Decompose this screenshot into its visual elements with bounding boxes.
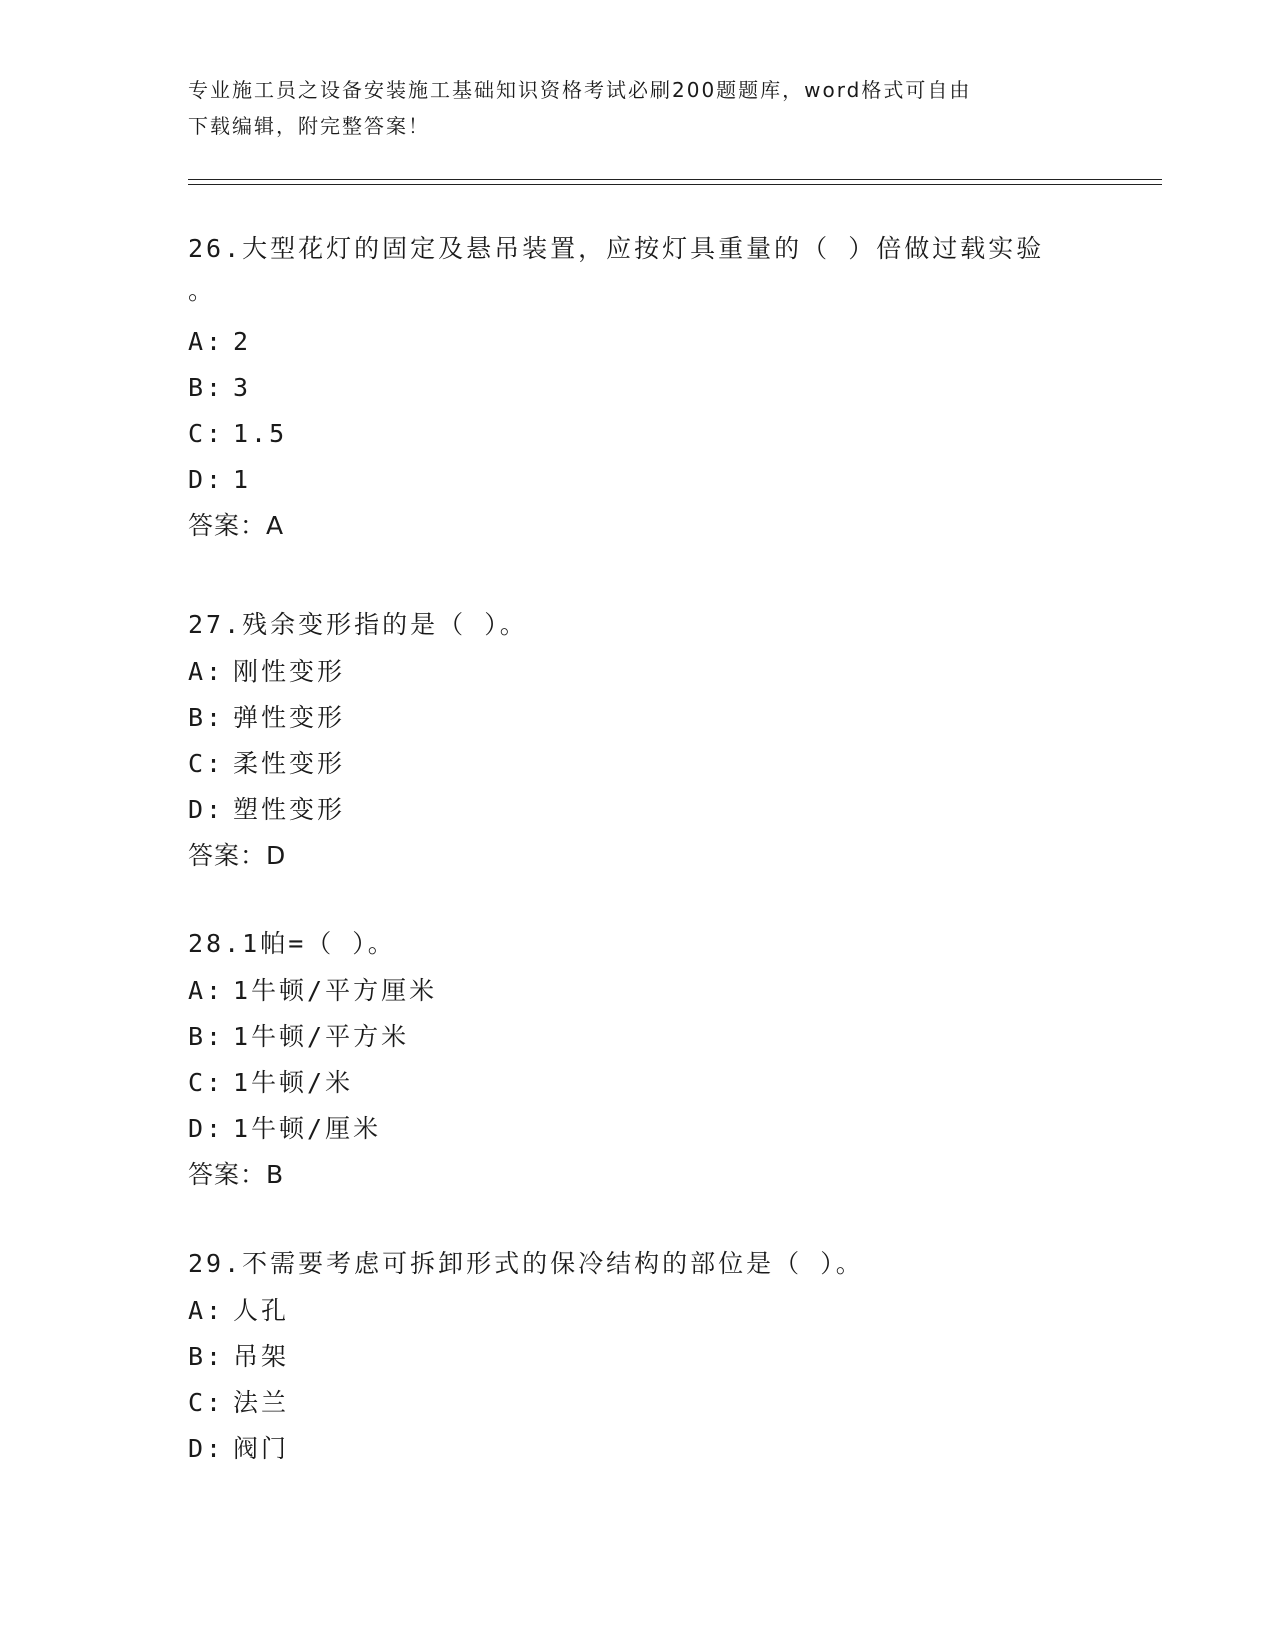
answer-value: B <box>266 1160 285 1189</box>
question-stem <box>188 920 1088 968</box>
option-key: B: <box>188 1022 225 1051</box>
option-d <box>188 787 1088 833</box>
option-a <box>188 1288 1088 1334</box>
option-text: 1牛顿/平方米 <box>233 1022 410 1051</box>
option-key: B: <box>188 373 225 402</box>
answer-label: 答案： <box>188 841 267 870</box>
option-a <box>188 968 1088 1014</box>
option-text: 1牛顿/平方厘米 <box>233 976 438 1005</box>
option-text: 2 <box>233 327 252 356</box>
answer-line <box>188 833 1088 879</box>
option-key: A: <box>188 1296 225 1325</box>
header-divider-bottom <box>188 184 1162 185</box>
question-29 <box>188 1240 1088 1472</box>
document-header <box>188 72 1068 144</box>
option-key: C: <box>188 749 225 778</box>
option-text: 1牛顿/厘米 <box>233 1114 382 1143</box>
option-a <box>188 319 1088 365</box>
option-text: 柔性变形 <box>233 749 346 778</box>
option-key: A: <box>188 976 225 1005</box>
option-key: D: <box>188 1434 225 1463</box>
option-b <box>188 1334 1088 1380</box>
question-stem <box>188 601 1088 649</box>
option-text: 阀门 <box>233 1434 290 1463</box>
option-b <box>188 365 1088 411</box>
option-text: 1 <box>233 465 252 494</box>
option-b <box>188 1014 1088 1060</box>
option-d <box>188 1426 1088 1472</box>
question-27 <box>188 601 1088 879</box>
question-stem-text: 27.残余变形指的是（ ）。 <box>188 610 528 639</box>
option-key: A: <box>188 327 225 356</box>
option-key: A: <box>188 657 225 686</box>
option-key: C: <box>188 1388 225 1417</box>
option-text: 3 <box>233 373 252 402</box>
option-text: 法兰 <box>233 1388 290 1417</box>
option-key: D: <box>188 465 225 494</box>
answer-label: 答案： <box>188 511 267 540</box>
question-stem-text: 26.大型花灯的固定及悬吊装置，应按灯具重量的（ ）倍做过载实验 <box>188 234 1045 263</box>
answer-line <box>188 1152 1088 1198</box>
option-c <box>188 741 1088 787</box>
option-key: B: <box>188 1342 225 1371</box>
option-text: 吊架 <box>233 1342 290 1371</box>
option-key: D: <box>188 1114 225 1143</box>
option-text: 人孔 <box>233 1296 290 1325</box>
question-stem-text: 28.1帕=（ ）。 <box>188 929 396 958</box>
header-title-line2: 下载编辑，附完整答案！ <box>188 114 430 138</box>
option-text: 1牛顿/米 <box>233 1068 354 1097</box>
header-divider-top <box>188 179 1162 180</box>
question-26 <box>188 225 1088 549</box>
option-text: 1.5 <box>233 419 288 448</box>
answer-value: D <box>266 841 287 870</box>
option-text: 刚性变形 <box>233 657 346 686</box>
option-d <box>188 1106 1088 1152</box>
option-c <box>188 1060 1088 1106</box>
option-text: 弹性变形 <box>233 703 346 732</box>
option-d <box>188 457 1088 503</box>
question-28 <box>188 920 1088 1198</box>
option-key: D: <box>188 795 225 824</box>
option-key: C: <box>188 419 225 448</box>
header-title-line1: 专业施工员之设备安装施工基础知识资格考试必刷200题题库，word格式可自由 <box>188 78 972 102</box>
answer-label: 答案： <box>188 1160 267 1189</box>
option-key: B: <box>188 703 225 732</box>
answer-line <box>188 503 1088 549</box>
option-a <box>188 649 1088 695</box>
question-stem <box>188 225 1088 319</box>
option-text: 塑性变形 <box>233 795 346 824</box>
question-stem-tail: 。 <box>188 276 217 305</box>
question-stem-text: 29.不需要考虑可拆卸形式的保冷结构的部位是（ ）。 <box>188 1249 864 1278</box>
option-c <box>188 411 1088 457</box>
option-key: C: <box>188 1068 225 1097</box>
answer-value: A <box>266 511 285 540</box>
option-c <box>188 1380 1088 1426</box>
question-stem <box>188 1240 1088 1288</box>
option-b <box>188 695 1088 741</box>
